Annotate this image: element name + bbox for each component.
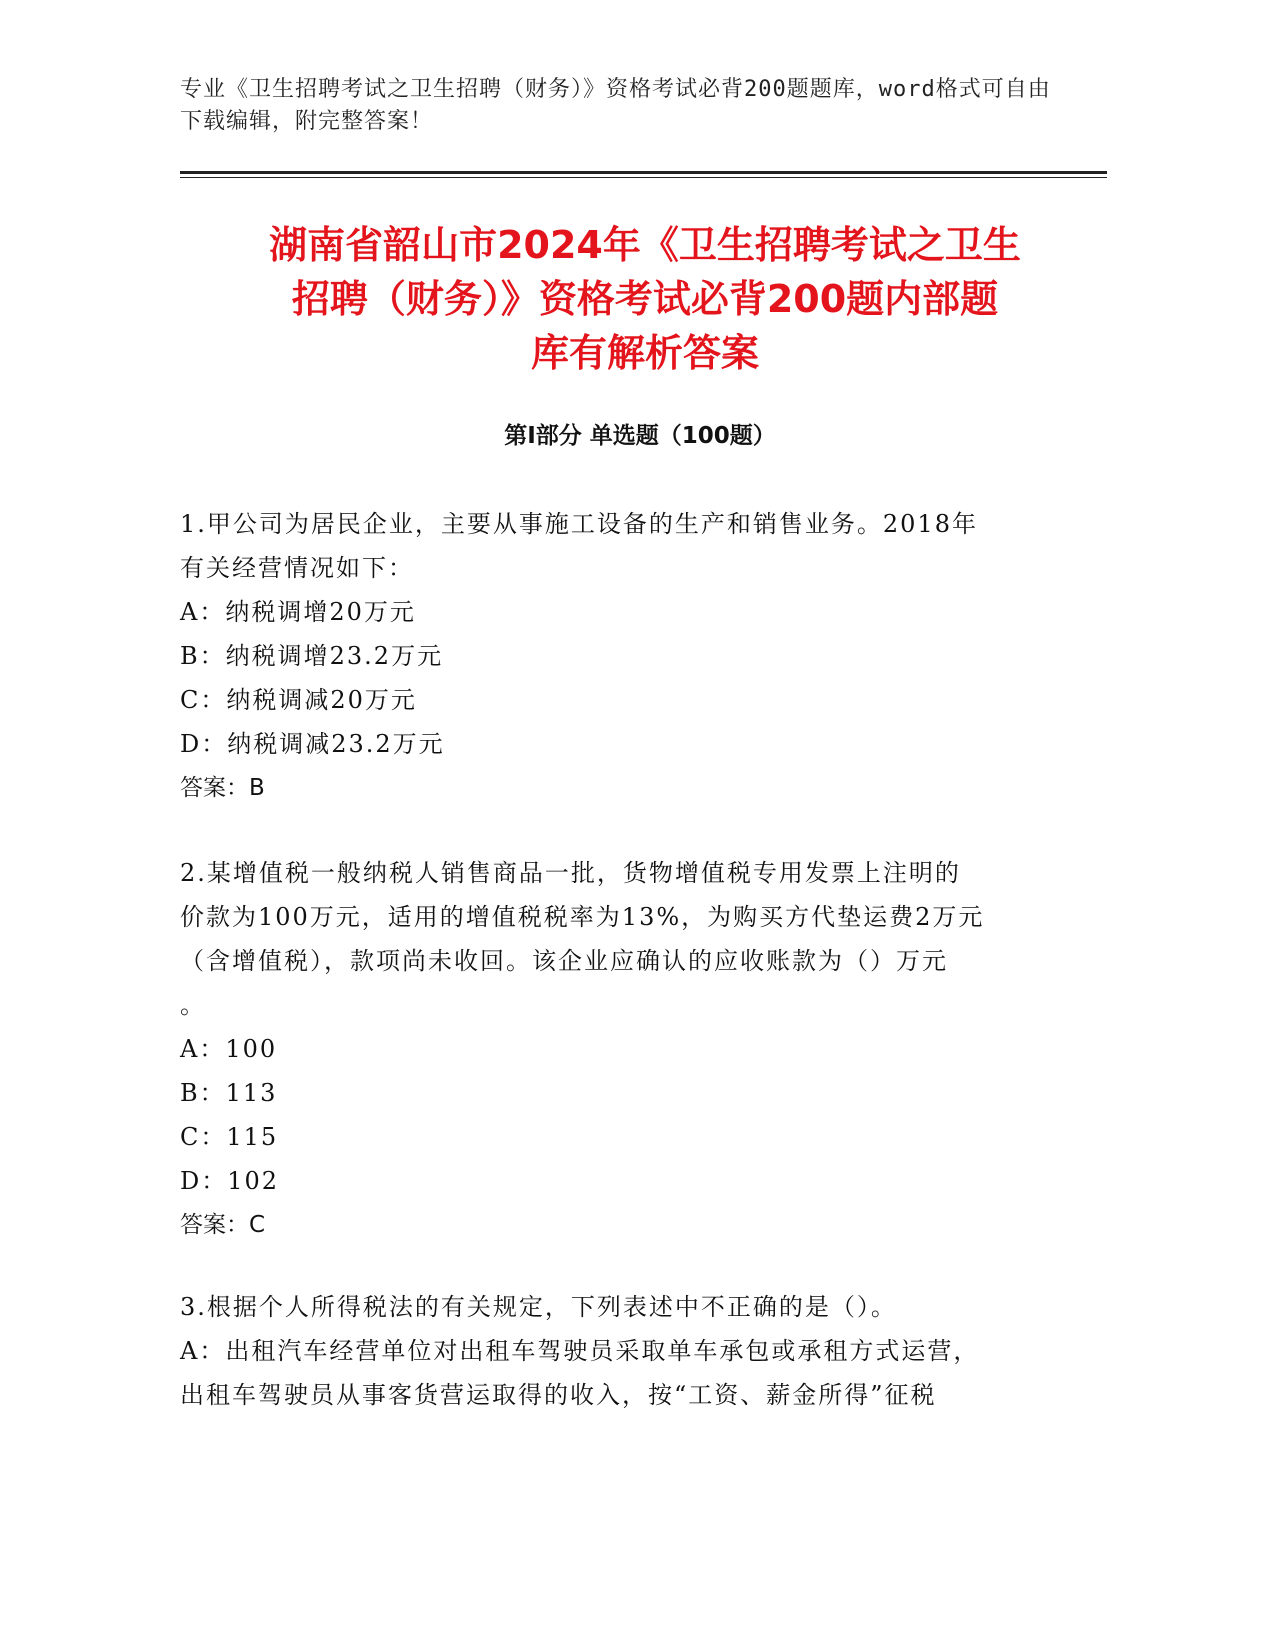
question-stem-line: 价款为100万元，适用的增值税税率为13%，为购买方代垫运费2万元 <box>180 903 985 931</box>
answer-line: 答案：B <box>180 775 265 801</box>
header-note: 专业《卫生招聘考试之卫生招聘（财务）》资格考试必背200题题库，word格式可自由下载编辑，附完整答案！ <box>180 77 1051 134</box>
option-b: B：纳税调增23.2万元 <box>180 642 444 670</box>
title-line: 湖南省韶山市2024年《卫生招聘考试之卫生 <box>269 223 1021 267</box>
option-b: B：113 <box>180 1079 278 1107</box>
option-c: C：115 <box>180 1123 279 1151</box>
question-1 <box>180 502 1040 810</box>
option-d: D：纳税调减23.2万元 <box>180 730 445 758</box>
title-line: 库有解析答案 <box>530 331 759 375</box>
question-3 <box>180 1285 1040 1417</box>
question-stem-line: 3.根据个人所得税法的有关规定，下列表述中不正确的是（）。 <box>180 1293 897 1321</box>
document-title <box>170 218 1120 380</box>
answer-line: 答案：C <box>180 1212 266 1238</box>
question-stem-line: 有关经营情况如下： <box>180 554 414 582</box>
question-2 <box>180 851 1040 1247</box>
header-divider-thin <box>180 177 1107 178</box>
section-heading: 第Ⅰ部分 单选题（100题） <box>504 423 776 449</box>
question-stem-line: 2.某增值税一般纳税人销售商品一批，货物增值税专用发票上注明的 <box>180 859 961 887</box>
option-d: D：102 <box>180 1167 280 1195</box>
question-stem-line: 1.甲公司为居民企业，主要从事施工设备的生产和销售业务。2018年 <box>180 510 978 538</box>
option-a: A：出租汽车经营单位对出租车驾驶员采取单车承包或承租方式运营， <box>180 1337 980 1365</box>
option-a: A：100 <box>180 1035 278 1063</box>
option-a: A：纳税调增20万元 <box>180 598 416 626</box>
question-stem-line: 。 <box>180 991 206 1019</box>
question-stem-line: （含增值税），款项尚未收回。该企业应确认的应收账款为（）万元 <box>180 947 948 975</box>
header-divider-thick <box>180 171 1107 174</box>
option-a-continued: 出租车驾驶员从事客货营运取得的收入，按“工资、薪金所得”征税 <box>180 1381 937 1409</box>
title-line: 招聘（财务）》资格考试必背200题内部题 <box>291 277 999 321</box>
option-c: C：纳税调减20万元 <box>180 686 417 714</box>
